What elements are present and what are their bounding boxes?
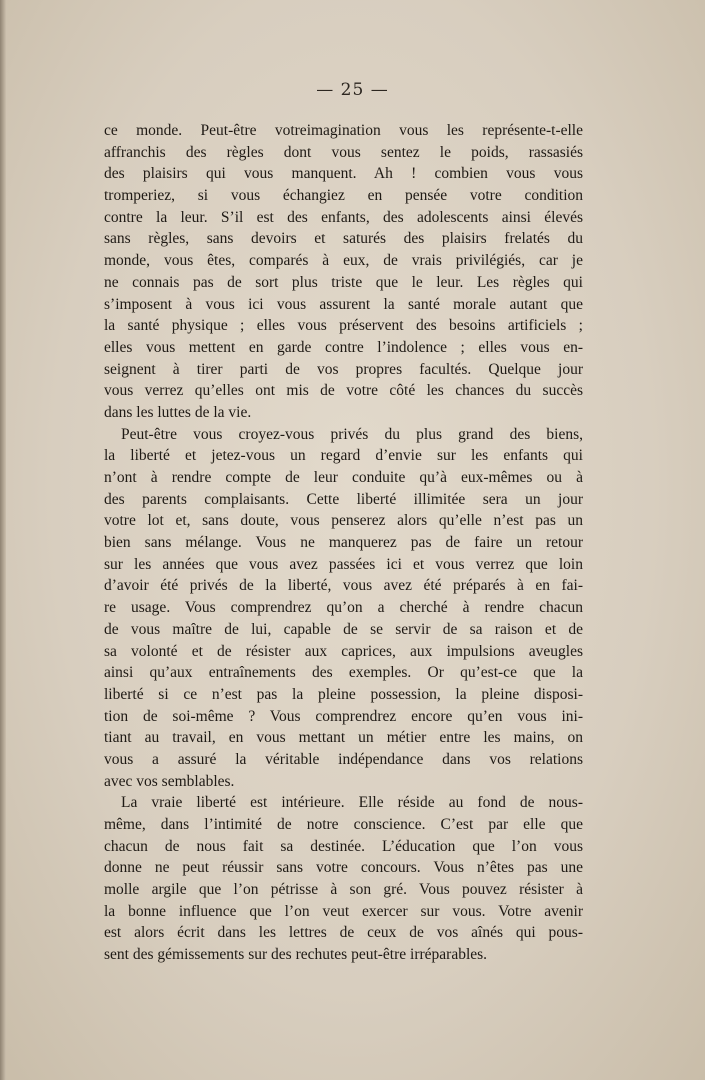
page-number: — 25 — — [316, 80, 389, 100]
text-line: sent des gémissements sur des rechutes peut-être irréparables. — [104, 946, 488, 964]
text-line: affranchis des règles dont vous sentez le poids, rassasiés — [104, 143, 583, 161]
text-line: Peut-être vous croyez-vous privés du plus grand des biens, — [121, 425, 583, 443]
text-line: d’avoir été privés de la liberté, vous avez été préparés à en fai- — [104, 577, 583, 595]
text-line: chacun de nous fait sa destinée. L’éducation que l’on vous — [104, 837, 583, 855]
text-line: de vous maître de lui, capable de se servir de sa raison et de — [104, 620, 583, 638]
paragraph — [104, 792, 583, 966]
text-line: n’ont à rendre compte de leur conduite qu’à eux-mêmes ou à — [104, 469, 583, 486]
text-line: dans les luttes de la vie. — [104, 403, 252, 421]
text-line: monde, vous êtes, comparés à eux, de vrais privilégiés, car je — [104, 252, 583, 270]
text-line: s’imposent à vous ici vous assurent la santé morale autant que — [104, 295, 583, 313]
text-line: votre lot et, sans doute, vous penserez alors qu’elle n’est pas un — [104, 512, 583, 530]
text-line: la liberté et jetez-vous un regard d’envie sur les enfants qui — [104, 447, 583, 465]
text-line: la bonne influence que l’on veut exercer sur vous. Votre avenir — [104, 902, 583, 920]
text-line: vous a assuré la véritable indépendance dans vos relations — [104, 750, 583, 768]
text-line: avec vos semblables. — [104, 772, 235, 790]
text-line: bien sans mélange. Vous ne manquerez pas de faire un retour — [104, 534, 583, 552]
text-line: ainsi qu’aux entraînements des exemples. Or qu’est-ce que la — [104, 664, 583, 682]
paragraph — [104, 424, 583, 793]
text-line: ce monde. Peut-être votreimagination vous les représente-t-elle — [104, 122, 583, 139]
text-line: vous verrez qu’elles ont mis de votre côté les chances du succès — [104, 382, 583, 400]
text-line: sur les années que vous avez passées ici et vous verrez que loin — [104, 555, 583, 573]
text-line: La vraie liberté est intérieure. Elle réside au fond de nous- — [121, 794, 583, 812]
page-edge — [0, 0, 6, 1080]
text-line: re usage. Vous comprendrez qu’on a cherché à rendre chacun — [104, 599, 583, 617]
text-line: tromperiez, si vous échangiez en pensée votre condition — [104, 187, 583, 205]
text-line: des parents complaisants. Cette liberté illimitée sera un jour — [104, 490, 583, 508]
text-line: liberté si ce n’est pas la pleine possession, la pleine disposi- — [104, 685, 583, 703]
text-line: contre la leur. S’il est des enfants, des adolescents ainsi élevés — [104, 208, 583, 226]
text-line: des plaisirs qui vous manquent. Ah ! combien vous vous — [104, 165, 583, 183]
text-line: tion de soi-même ? Vous comprendrez encore qu’en vous ini- — [104, 707, 583, 725]
paragraph — [104, 120, 583, 424]
text-line: est alors écrit dans les lettres de ceux de vos aînés qui pous- — [104, 924, 583, 942]
text-line: sans règles, sans devoirs et saturés des plaisirs frelatés du — [104, 230, 583, 248]
text-line: même, dans l’intimité de notre conscience. C’est par elle que — [104, 816, 583, 833]
text-line: ne connais pas de sort plus triste que le leur. Les règles qui — [104, 273, 583, 291]
text-line: sa volonté et de résister aux caprices, aux impulsions aveugles — [104, 642, 583, 660]
text-line: donne ne peut réussir sans votre concours. Vous n’êtes pas une — [104, 859, 583, 877]
text-line: molle argile que l’on pétrisse à son gré. Vous pouvez résister à — [104, 881, 583, 899]
text-line: elles vous mettent en garde contre l’indolence ; elles vous en- — [104, 338, 583, 356]
body-text — [104, 120, 583, 966]
text-line: seignent à tirer parti de vos propres facultés. Quelque jour — [104, 360, 583, 378]
text-line: tiant au travail, en vous mettant un métier entre les mains, on — [104, 729, 583, 747]
text-line: la santé physique ; elles vous préservent des besoins artificiels ; — [104, 317, 583, 335]
